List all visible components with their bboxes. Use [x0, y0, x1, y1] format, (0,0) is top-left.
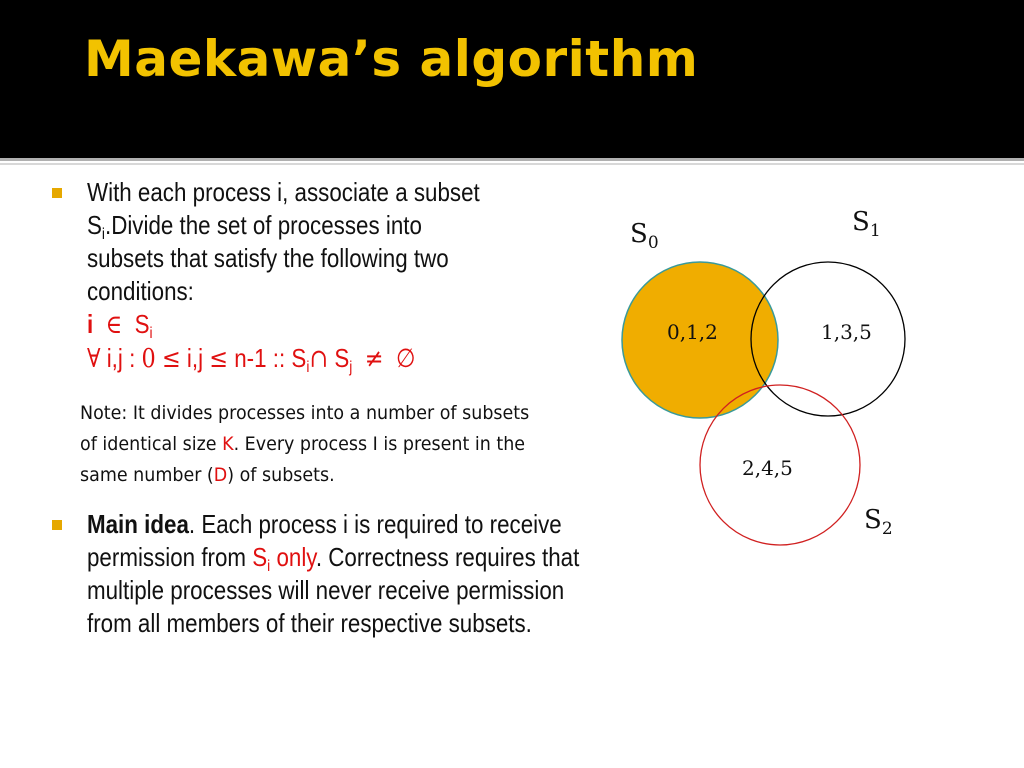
condition-1	[87, 308, 594, 342]
condition-2-n1: n-1 :: S	[228, 343, 307, 373]
note-part-1: Note: It divides processes into a number of subsets of identical size	[80, 402, 530, 455]
condition-2-sub-i: i	[306, 359, 310, 376]
venn-diagram	[600, 190, 920, 560]
condition-1-sub: i	[149, 325, 153, 342]
bullet-1-text	[87, 176, 594, 376]
bullet-marker-1	[52, 188, 62, 198]
label-s2: $S_2$	[864, 505, 893, 539]
subset-symbol: S	[87, 210, 102, 240]
bullet-2-part-2: . Correctness requires that multiple processes will never receive permission from all members of their respective subsets.	[87, 542, 580, 638]
subset-subscript: i	[101, 226, 105, 243]
condition-2	[87, 342, 594, 376]
divider-line	[0, 158, 1024, 161]
main-idea-label: Main idea	[87, 509, 189, 539]
set-s2-members: 2,4,5	[742, 456, 793, 480]
label-s0: $S_0$	[630, 219, 659, 253]
leq-symbol-2: ≤	[209, 344, 229, 374]
bullet-1-line-2: .Divide the set of processes into	[104, 210, 422, 240]
empty-set-symbol: ∅	[395, 344, 416, 374]
condition-2-ij: i,j :	[100, 343, 142, 373]
condition-2-ij-2: i,j	[180, 343, 210, 373]
condition-2-sj: S	[328, 343, 350, 373]
condition-1-i: i	[87, 309, 94, 339]
element-of-symbol: ∈	[105, 310, 123, 340]
label-s1: $S_1$	[852, 207, 881, 241]
bullet-2-s: S	[252, 542, 268, 572]
bullet-1-line-1: With each process i, associate a subset	[87, 177, 480, 207]
slide-title: Maekawa’s algorithm	[84, 30, 699, 88]
bullet-2-sub: i	[267, 558, 271, 575]
condition-2-zero: 0	[141, 344, 156, 374]
note-k: K	[222, 433, 234, 455]
leq-symbol-1: ≤	[161, 344, 181, 374]
bullet-marker-2	[52, 520, 62, 530]
forall-symbol: ∀	[87, 344, 101, 374]
note-d: D	[213, 464, 228, 486]
bullet-1-line-4: conditions:	[87, 276, 194, 306]
intersection-symbol: ∩	[309, 344, 329, 374]
bullet-2-only: only	[270, 542, 316, 572]
condition-2-sub-j: j	[349, 359, 353, 376]
not-equal-symbol: ≠	[364, 344, 384, 374]
set-s1-members: 1,3,5	[821, 320, 872, 344]
set-s0-members: 0,1,2	[667, 320, 718, 344]
bullet-2-text	[87, 508, 594, 640]
bullet-1-line-3: subsets that satisfy the following two	[87, 243, 449, 273]
note-text	[80, 398, 540, 491]
condition-1-s: S	[134, 309, 150, 339]
divider-line-secondary	[0, 163, 1024, 165]
bullet-2-part-1: . Each process i is required to receive permission from	[87, 509, 562, 572]
title-bar	[0, 0, 1024, 158]
note-part-2: . Every process I is present in the same number (	[80, 433, 526, 486]
note-part-3: ) of subsets.	[227, 464, 335, 486]
